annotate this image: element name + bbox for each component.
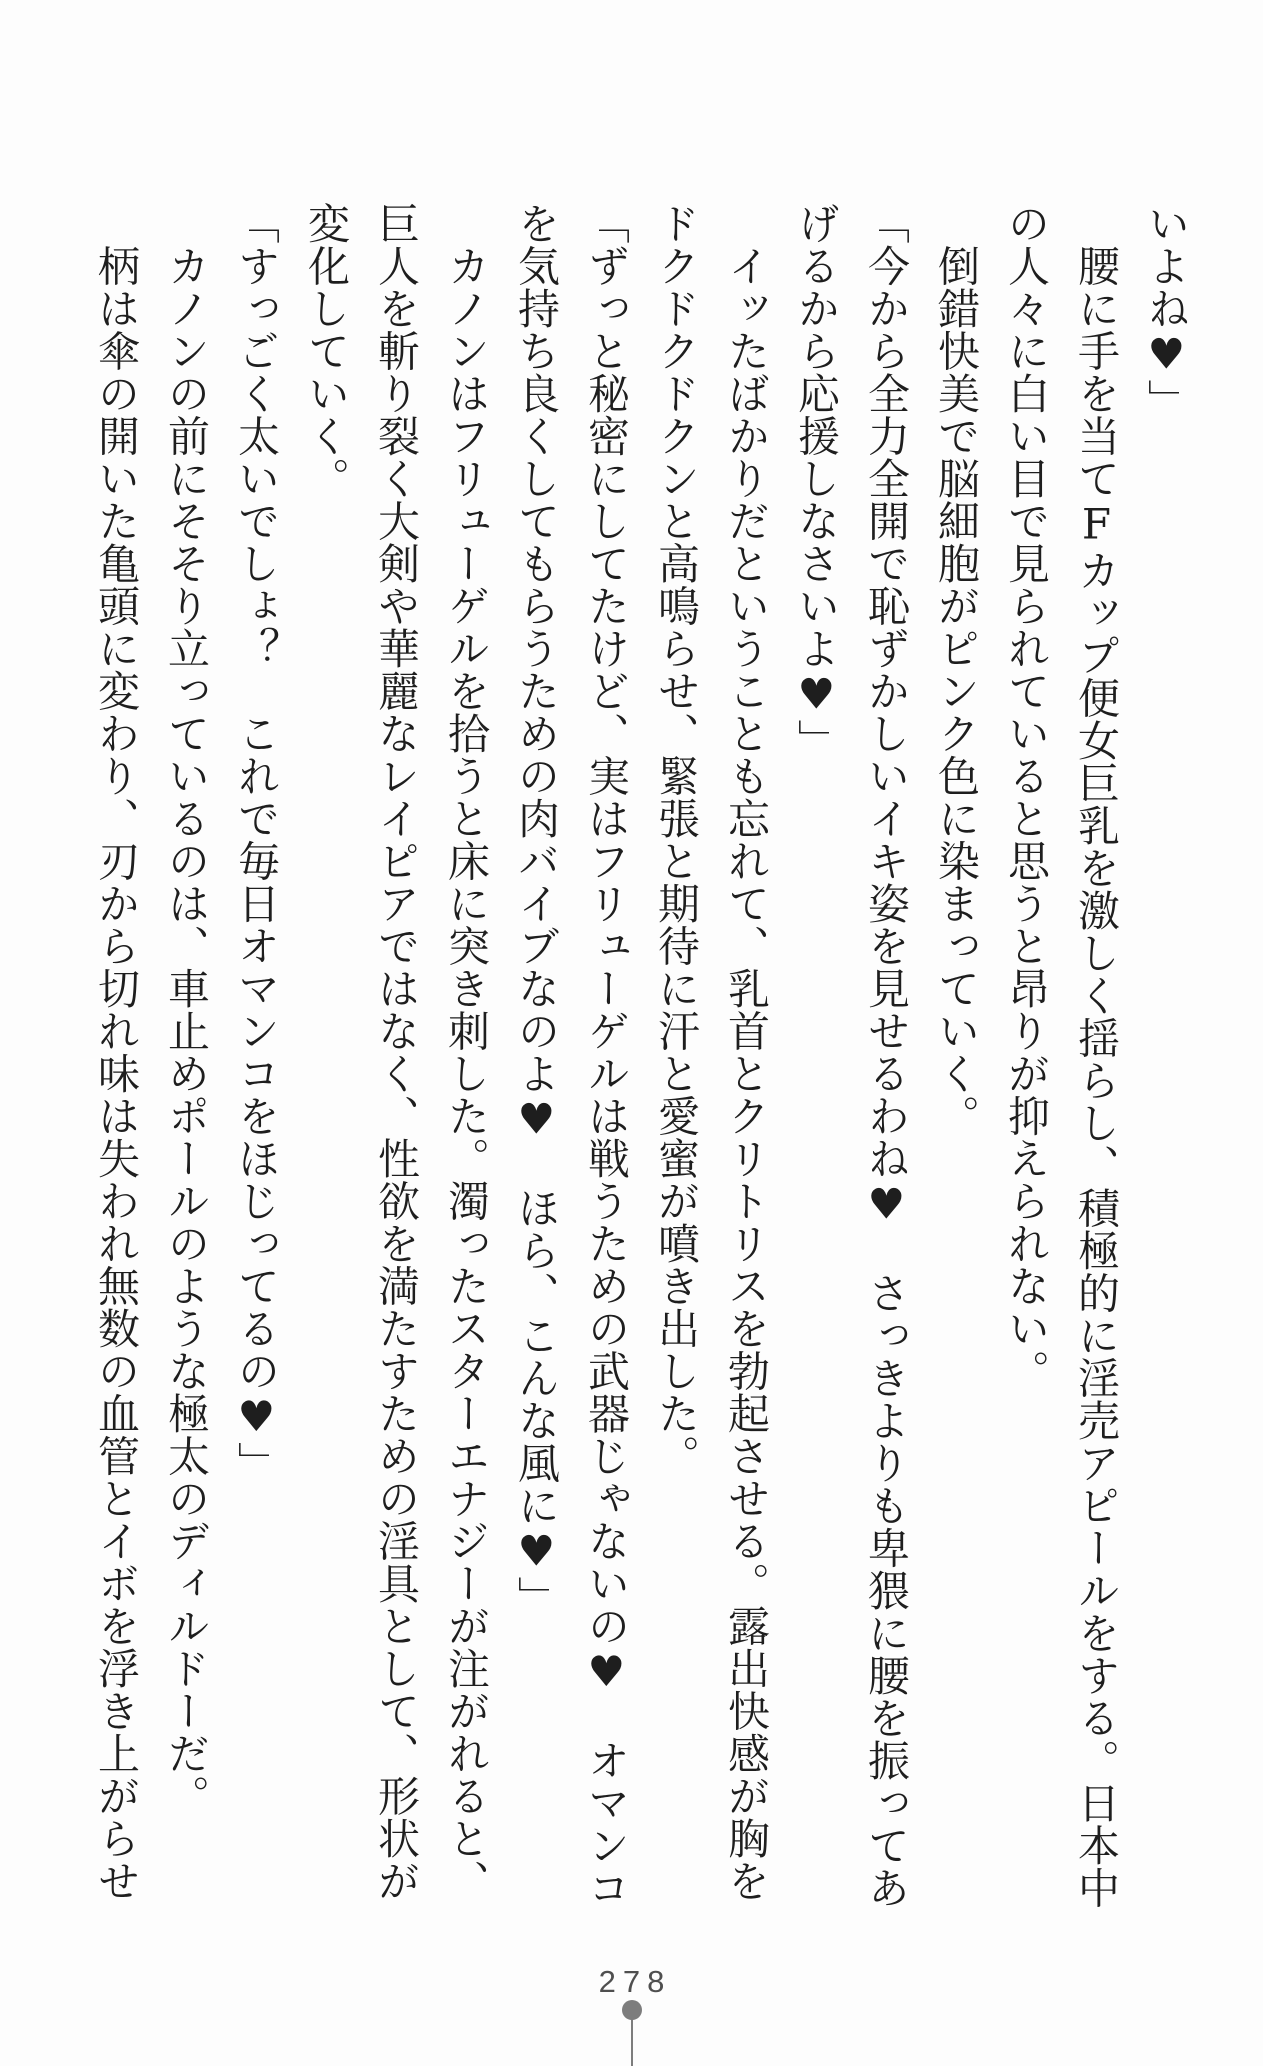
text-line: げるから応援しなさいよ♥」 xyxy=(792,202,841,762)
text-line: 「ずっと秘密にしてたけど、実はフリューゲルは戦うための武器じゃないの♥ オマンコ xyxy=(582,202,631,1909)
text-line: 倒錯快美で脳細胞がピンク色に染まっていく。 xyxy=(932,202,981,1137)
page-number: 278 xyxy=(598,1964,672,1999)
text-line: を気持ち良くしてもらうための肉バイブなのよ♥ ほら、こんな風に♥」 xyxy=(512,202,561,1619)
text-line: 柄は傘の開いた亀頭に変わり、刃から切れ味は失われ無数の血管とイボを浮き上がらせ xyxy=(92,202,141,1902)
text-line: 腰に手を当てFカップ便女巨乳を激しく揺らし、積極的に淫売アピールをする。日本中 xyxy=(1072,202,1121,1909)
text-line: カノンの前にそそり立っているのは、車止めポールのような極太のディルドーだ。 xyxy=(162,202,211,1817)
text-line: 「今から全力全開で恥ずかしいイキ姿を見せるわね♥ さっきよりも卑猥に腰を振ってあ xyxy=(862,202,911,1909)
text-line: カノンはフリューゲルを拾うと床に突き刺した。濁ったスターエナジーが注がれると、 xyxy=(442,202,491,1902)
page-footer xyxy=(0,1956,1263,2066)
text-line: 「すっごく太いでしょ？ これで毎日オマンコをほじってるの♥」 xyxy=(232,202,281,1484)
body-text xyxy=(79,202,1201,1909)
text-line: イッたばかりだということも忘れて、乳首とクリトリスを勃起させる。露出快感が胸を xyxy=(722,202,771,1902)
text-line: 巨人を斬り裂く大剣や華麗なレイピアではなく、性欲を満たすための淫具として、形状が xyxy=(372,202,421,1902)
text-line: いよね♥」 xyxy=(1142,202,1191,422)
text-line: ドクドクドクンと高鳴らせ、緊張と期待に汗と愛蜜が噴き出した。 xyxy=(652,202,701,1477)
text-line: の人々に白い目で見られていると思うと昂りが抑えられない。 xyxy=(1002,202,1051,1392)
text-line: 変化していく。 xyxy=(302,202,351,500)
footer-vertical-line xyxy=(631,2016,633,2066)
